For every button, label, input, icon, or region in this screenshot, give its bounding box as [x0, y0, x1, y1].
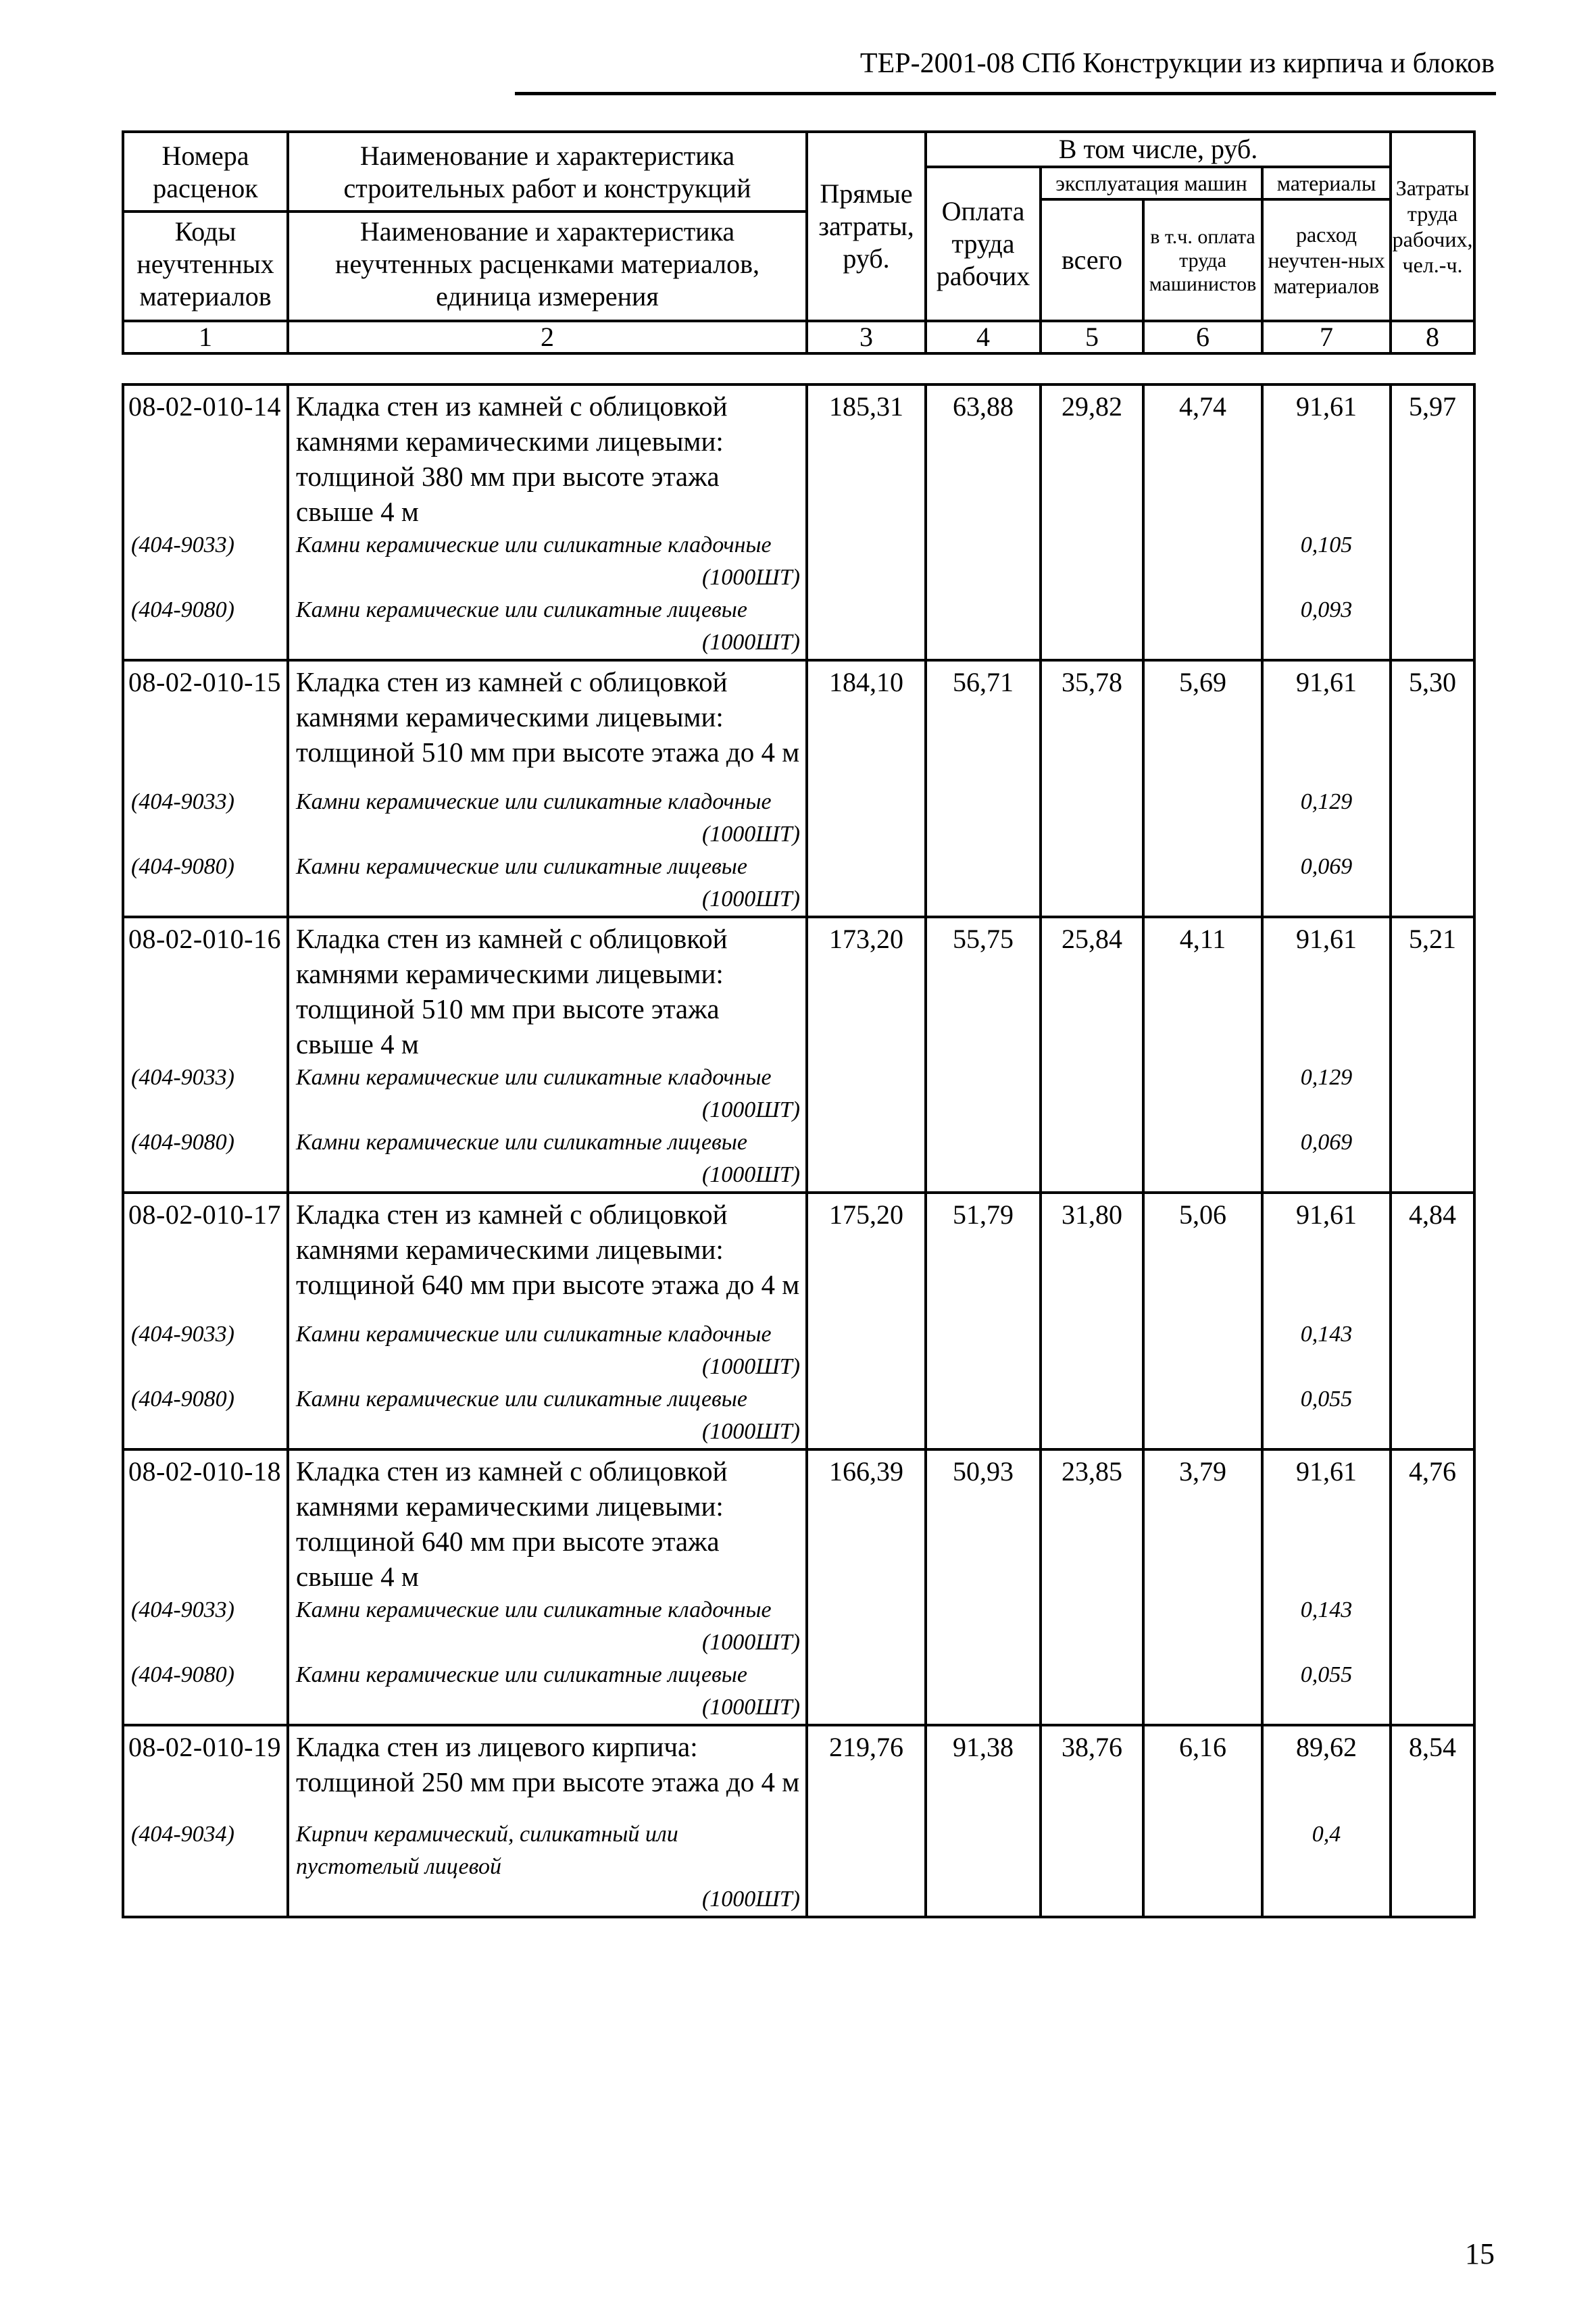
material-name: Камни керамические или силикатные лицевые	[296, 854, 747, 879]
material-cell	[288, 851, 807, 917]
material-qty: 0,4	[1262, 1818, 1391, 1917]
empty-cell	[1143, 594, 1262, 660]
col1-header-top: Номера расценок	[124, 140, 286, 213]
materials-cost: 91,61	[1262, 1449, 1391, 1594]
machines-total: 23,85	[1041, 1449, 1143, 1594]
labor-hours: 5,21	[1391, 917, 1474, 1062]
empty-cell	[1041, 1594, 1143, 1659]
empty-cell	[1041, 1818, 1143, 1917]
material-cell	[288, 1318, 807, 1383]
materials-cost: 91,61	[1262, 1193, 1391, 1318]
empty-cell	[807, 851, 926, 917]
material-name: Камни керамические или силикатные кладочные	[296, 1065, 772, 1090]
empty-cell	[926, 786, 1041, 851]
rate-code: 08-02-010-19	[123, 1725, 288, 1818]
material-name: Камни керамические или силикатные кладочные	[296, 1322, 772, 1347]
material-unit: (1000ШТ)	[701, 1162, 800, 1187]
rate-code: 08-02-010-15	[123, 660, 288, 786]
empty-cell	[926, 851, 1041, 917]
empty-cell	[1041, 594, 1143, 660]
empty-cell	[1391, 529, 1474, 594]
material-code: (404-9080)	[123, 1126, 288, 1193]
material-qty: 0,093	[1262, 594, 1391, 660]
material-name: Камни керамические или силикатные кладочные	[296, 1597, 772, 1622]
material-qty: 0,129	[1262, 786, 1391, 851]
direct-cost: 219,76	[807, 1725, 926, 1818]
labor-hours: 4,84	[1391, 1193, 1474, 1318]
machines-total: 35,78	[1041, 660, 1143, 786]
empty-cell	[1041, 1126, 1143, 1193]
col-number: 3	[807, 321, 926, 353]
material-qty: 0,069	[1262, 1126, 1391, 1193]
col2-header	[288, 132, 807, 321]
col8-header: Затраты труда рабочих, чел.-ч.	[1391, 132, 1474, 321]
material-unit: (1000ШТ)	[701, 565, 800, 590]
rate-code: 08-02-010-17	[123, 1193, 288, 1318]
col6-header: в т.ч. оплата труда машинистов	[1143, 199, 1262, 321]
empty-cell	[926, 1062, 1041, 1126]
material-name: Кирпич керамический, силикатный или пустотелый лицевой	[296, 1822, 678, 1879]
col3-header: Прямые затраты, руб.	[807, 132, 926, 321]
labor-hours: 8,54	[1391, 1725, 1474, 1818]
col2-header-top: Наименование и характеристика строительных работ и конструкций	[289, 140, 805, 213]
material-cell	[288, 1062, 807, 1126]
page-number: 15	[1465, 2237, 1495, 2270]
rate-name: Кладка стен из камней с облицовкой камнями керамическими лицевыми: толщиной 380 мм при высоте этажа свыше 4 м	[288, 384, 807, 529]
empty-cell	[1391, 1659, 1474, 1725]
labor-cost: 51,79	[926, 1193, 1041, 1318]
rate-group	[123, 917, 1474, 1193]
empty-cell	[926, 1594, 1041, 1659]
col-number: 4	[926, 321, 1041, 353]
rate-name: Кладка стен из камней с облицовкой камнями керамическими лицевыми: толщиной 510 мм при высоте этажа свыше 4 м	[288, 917, 807, 1062]
machines-total: 29,82	[1041, 384, 1143, 529]
material-row	[123, 1126, 1474, 1193]
labor-cost: 56,71	[926, 660, 1041, 786]
empty-cell	[1143, 851, 1262, 917]
empty-cell	[1143, 1062, 1262, 1126]
empty-cell	[926, 1383, 1041, 1449]
material-code: (404-9033)	[123, 1318, 288, 1383]
col2-header-bottom: Наименование и характеристика неучтенных расценками материалов, единица измерения	[335, 216, 759, 312]
material-code: (404-9033)	[123, 529, 288, 594]
machines-total: 31,80	[1041, 1193, 1143, 1318]
empty-cell	[1391, 1062, 1474, 1126]
rate-row	[123, 917, 1474, 1062]
running-header-title: ТЕР-2001-08 СПб Конструкции из кирпича и блоков	[859, 48, 1495, 79]
machinists-labor: 5,06	[1143, 1193, 1262, 1318]
direct-cost: 185,31	[807, 384, 926, 529]
machines-total: 25,84	[1041, 917, 1143, 1062]
rate-name: Кладка стен из лицевого кирпича: толщиной 250 мм при высоте этажа до 4 м	[288, 1725, 807, 1818]
labor-hours: 5,30	[1391, 660, 1474, 786]
labor-cost: 63,88	[926, 384, 1041, 529]
machinists-labor: 3,79	[1143, 1449, 1262, 1594]
material-row	[123, 1659, 1474, 1725]
empty-cell	[807, 1318, 926, 1383]
empty-cell	[1391, 1594, 1474, 1659]
materials-cost: 91,61	[1262, 660, 1391, 786]
empty-cell	[926, 1126, 1041, 1193]
empty-cell	[807, 1594, 926, 1659]
machinists-labor: 6,16	[1143, 1725, 1262, 1818]
empty-cell	[1143, 1318, 1262, 1383]
empty-cell	[1391, 1818, 1474, 1917]
rate-name: Кладка стен из камней с облицовкой камнями керамическими лицевыми: толщиной 640 мм при высоте этажа до 4 м	[288, 1193, 807, 1318]
col-number: 1	[123, 321, 288, 353]
empty-cell	[807, 1062, 926, 1126]
rate-group	[123, 1449, 1474, 1725]
material-row	[123, 851, 1474, 917]
col-number: 5	[1041, 321, 1143, 353]
col5-header: всего	[1041, 199, 1143, 321]
rate-code: 08-02-010-16	[123, 917, 288, 1062]
material-name: Камни керамические или силикатные лицевые	[296, 597, 747, 622]
labor-cost: 55,75	[926, 917, 1041, 1062]
empty-cell	[1391, 786, 1474, 851]
direct-cost: 184,10	[807, 660, 926, 786]
materials-cost: 89,62	[1262, 1725, 1391, 1818]
rate-row	[123, 384, 1474, 529]
material-cell	[288, 1126, 807, 1193]
material-row	[123, 1383, 1474, 1449]
machinists-labor: 5,69	[1143, 660, 1262, 786]
material-code: (404-9033)	[123, 1062, 288, 1126]
rate-name: Кладка стен из камней с облицовкой камнями керамическими лицевыми: толщиной 640 мм при высоте этажа свыше 4 м	[288, 1449, 807, 1594]
material-row	[123, 786, 1474, 851]
rate-group	[123, 660, 1474, 917]
material-code: (404-9034)	[123, 1818, 288, 1917]
rate-row	[123, 1449, 1474, 1594]
empty-cell	[807, 1659, 926, 1725]
material-cell	[288, 1659, 807, 1725]
material-row	[123, 1594, 1474, 1659]
material-cell	[288, 529, 807, 594]
material-qty: 0,143	[1262, 1594, 1391, 1659]
material-code: (404-9033)	[123, 786, 288, 851]
col-number: 2	[288, 321, 807, 353]
material-name: Камни керамические или силикатные кладочные	[296, 532, 772, 557]
col-number: 7	[1262, 321, 1391, 353]
labor-cost: 50,93	[926, 1449, 1041, 1594]
col1-header	[123, 132, 288, 321]
material-name: Камни керамические или силикатные лицевые	[296, 1130, 747, 1155]
empty-cell	[1041, 1318, 1143, 1383]
rate-row	[123, 1725, 1474, 1818]
empty-cell	[926, 529, 1041, 594]
empty-cell	[926, 1659, 1041, 1725]
material-row	[123, 529, 1474, 594]
material-row	[123, 594, 1474, 660]
header-rule	[515, 92, 1496, 95]
rate-code: 08-02-010-18	[123, 1449, 288, 1594]
rate-group	[123, 1725, 1474, 1917]
materials-cost: 91,61	[1262, 917, 1391, 1062]
empty-cell	[1391, 851, 1474, 917]
col-number: 6	[1143, 321, 1262, 353]
material-cell	[288, 1383, 807, 1449]
rate-group	[123, 1193, 1474, 1449]
rate-row	[123, 1193, 1474, 1318]
machinists-labor: 4,74	[1143, 384, 1262, 529]
labor-cost: 91,38	[926, 1725, 1041, 1818]
material-name: Камни керамические или силикатные кладочные	[296, 789, 772, 814]
empty-cell	[1391, 1383, 1474, 1449]
empty-cell	[1041, 1659, 1143, 1725]
empty-cell	[1143, 529, 1262, 594]
column-numbers-row	[123, 321, 1474, 353]
group-header: В том числе, руб.	[926, 132, 1391, 167]
empty-cell	[807, 1383, 926, 1449]
material-unit: (1000ШТ)	[701, 1354, 800, 1379]
material-code: (404-9080)	[123, 1659, 288, 1725]
material-cell	[288, 1818, 807, 1917]
empty-cell	[1391, 1318, 1474, 1383]
col1-header-bottom: Коды неучтенных материалов	[136, 216, 274, 312]
rate-group	[123, 384, 1474, 660]
material-qty: 0,129	[1262, 1062, 1391, 1126]
col-number: 8	[1391, 321, 1474, 353]
empty-cell	[1041, 1383, 1143, 1449]
rates-table	[122, 383, 1476, 1918]
material-row	[123, 1818, 1474, 1917]
material-code: (404-9080)	[123, 851, 288, 917]
empty-cell	[926, 1818, 1041, 1917]
empty-cell	[1143, 1126, 1262, 1193]
empty-cell	[1041, 851, 1143, 917]
material-name: Камни керамические или силикатные лицевые	[296, 1387, 747, 1412]
material-qty: 0,055	[1262, 1659, 1391, 1725]
rate-row	[123, 660, 1474, 786]
machinists-labor: 4,11	[1143, 917, 1262, 1062]
material-unit: (1000ШТ)	[701, 630, 800, 655]
empty-cell	[807, 594, 926, 660]
material-cell	[288, 594, 807, 660]
empty-cell	[1041, 1062, 1143, 1126]
material-unit: (1000ШТ)	[701, 1887, 800, 1912]
material-code: (404-9033)	[123, 1594, 288, 1659]
direct-cost: 166,39	[807, 1449, 926, 1594]
material-name: Камни керамические или силикатные лицевые	[296, 1662, 747, 1687]
empty-cell	[1143, 1383, 1262, 1449]
material-qty: 0,143	[1262, 1318, 1391, 1383]
empty-cell	[1391, 1126, 1474, 1193]
empty-cell	[807, 529, 926, 594]
material-code: (404-9080)	[123, 1383, 288, 1449]
material-qty: 0,105	[1262, 529, 1391, 594]
material-unit: (1000ШТ)	[701, 1695, 800, 1720]
material-qty: 0,069	[1262, 851, 1391, 917]
empty-cell	[1041, 529, 1143, 594]
material-unit: (1000ШТ)	[701, 822, 800, 847]
material-unit: (1000ШТ)	[701, 1097, 800, 1122]
direct-cost: 175,20	[807, 1193, 926, 1318]
empty-cell	[926, 594, 1041, 660]
labor-hours: 5,97	[1391, 384, 1474, 529]
material-unit: (1000ШТ)	[701, 1419, 800, 1444]
material-row	[123, 1062, 1474, 1126]
empty-cell	[1041, 786, 1143, 851]
col7-header: расход неучтен-ных материалов	[1262, 199, 1391, 321]
materials-header: материалы	[1262, 167, 1391, 199]
material-code: (404-9080)	[123, 594, 288, 660]
col4-header: Оплата труда рабочих	[926, 167, 1041, 321]
empty-cell	[1143, 1659, 1262, 1725]
material-row	[123, 1318, 1474, 1383]
rate-code: 08-02-010-14	[123, 384, 288, 529]
material-cell	[288, 1594, 807, 1659]
empty-cell	[807, 1126, 926, 1193]
rate-name: Кладка стен из камней с облицовкой камнями керамическими лицевыми: толщиной 510 мм при высоте этажа до 4 м	[288, 660, 807, 786]
empty-cell	[1143, 1594, 1262, 1659]
column-header-table	[122, 130, 1476, 355]
empty-cell	[807, 786, 926, 851]
empty-cell	[1391, 594, 1474, 660]
material-cell	[288, 786, 807, 851]
materials-cost: 91,61	[1262, 384, 1391, 529]
empty-cell	[1143, 786, 1262, 851]
material-unit: (1000ШТ)	[701, 887, 800, 912]
empty-cell	[1143, 1818, 1262, 1917]
machines-header: эксплуатация машин	[1041, 167, 1262, 199]
empty-cell	[807, 1818, 926, 1917]
empty-cell	[926, 1318, 1041, 1383]
labor-hours: 4,76	[1391, 1449, 1474, 1594]
direct-cost: 173,20	[807, 917, 926, 1062]
machines-total: 38,76	[1041, 1725, 1143, 1818]
material-unit: (1000ШТ)	[701, 1630, 800, 1655]
material-qty: 0,055	[1262, 1383, 1391, 1449]
